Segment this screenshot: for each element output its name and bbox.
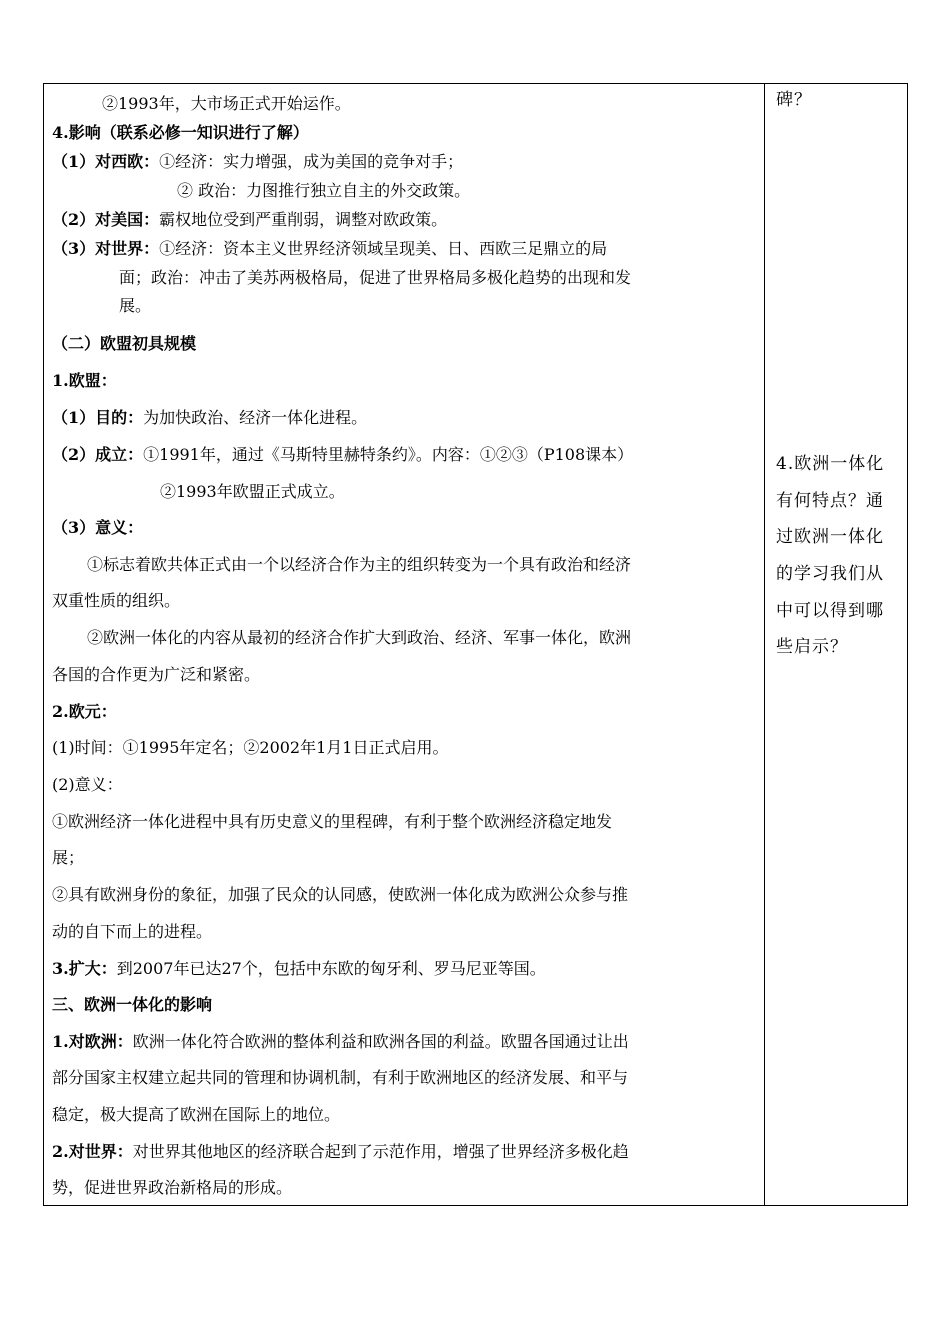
section-heading: 2.欧元：	[52, 702, 117, 721]
text-line: ①标志着欧共体正式由一个以经济合作为主的组织转变为一个具有政治和经济	[87, 555, 632, 574]
text-line: 展；	[52, 848, 85, 867]
side-text-line: 4.欧洲一体化	[776, 454, 885, 474]
text-line	[52, 407, 367, 429]
sub-heading: （3）意义：	[52, 518, 144, 537]
text-line: 展。	[119, 296, 152, 315]
text-line: ②1993年欧盟正式成立。	[160, 482, 345, 501]
side-text-line: 碑？	[776, 90, 812, 110]
text-line	[52, 209, 447, 231]
sub-heading: 3.扩大：	[52, 959, 117, 978]
text-line: ②欧洲一体化的内容从最初的经济合作扩大到政治、经济、军事一体化，欧洲	[87, 628, 632, 647]
sub-heading: （1）对西欧：	[52, 152, 160, 171]
text-span: 欧洲一体化符合欧洲的整体利益和欧洲各国的利益。欧盟各国通过让出	[132, 1032, 629, 1051]
text-span: ①经济：资本主义世界经济领域呈现美、日、西欧三足鼎立的局	[159, 239, 608, 258]
text-line: ②1993年，大市场正式开始运作。	[102, 94, 351, 113]
text-line: ② 政治：力图推行独立自主的外交政策。	[177, 181, 471, 200]
text-line: 部分国家主权建立起共同的管理和协调机制，有利于欧洲地区的经济发展、和平与	[52, 1068, 629, 1087]
sub-heading: （2）成立：	[52, 445, 144, 464]
sub-heading: 2.对世界：	[52, 1142, 133, 1161]
side-text-line: 过欧洲一体化	[776, 527, 884, 547]
text-line	[52, 238, 607, 260]
text-line: 稳定，极大提高了欧洲在国际上的地位。	[52, 1105, 341, 1124]
text-line	[52, 1031, 629, 1053]
text-line	[52, 958, 546, 980]
text-line: 面；政治：冲击了美苏两极格局，促进了世界格局多极化趋势的出现和发	[119, 268, 632, 287]
side-text-line: 中可以得到哪	[776, 601, 884, 621]
text-line: ①欧洲经济一体化进程中具有历史意义的里程碑，有利于整个欧洲经济稳定地发	[52, 812, 613, 831]
text-line: (1)时间：①1995年定名；②2002年1月1日正式启用。	[52, 738, 449, 757]
text-span: ①1991年，通过《马斯特里赫特条约》。内容：①②③（P108课本）	[143, 445, 634, 464]
column-divider	[764, 83, 765, 1206]
text-line: (2)意义：	[52, 775, 123, 794]
text-line: 双重性质的组织。	[52, 591, 181, 610]
text-line	[52, 1141, 629, 1163]
text-line: 势，促进世界政治新格局的形成。	[52, 1178, 293, 1197]
side-text-line: 有何特点？通	[776, 491, 884, 511]
sub-heading: （3）对世界：	[52, 239, 160, 258]
text-line: ②具有欧洲身份的象征，加强了民众的认同感，使欧洲一体化成为欧洲公众参与推	[52, 885, 629, 904]
text-line	[52, 444, 633, 466]
text-span: 到2007年已达27个，包括中东欧的匈牙利、罗马尼亚等国。	[116, 959, 546, 978]
text-line: 动的自下而上的进程。	[52, 922, 213, 941]
section-heading: 三、欧洲一体化的影响	[52, 995, 213, 1014]
sub-heading: （1）目的：	[52, 408, 144, 427]
sub-heading: 1.对欧洲：	[52, 1032, 133, 1051]
text-span: 为加快政治、经济一体化进程。	[143, 408, 368, 427]
section-heading: （二）欧盟初具规模	[52, 334, 197, 353]
side-text-line: 些启示？	[776, 637, 848, 657]
text-line	[52, 151, 463, 173]
text-span: 霸权地位受到严重削弱，调整对欧政策。	[159, 210, 448, 229]
sub-heading: （2）对美国：	[52, 210, 160, 229]
text-line: 各国的合作更为广泛和紧密。	[52, 665, 261, 684]
section-heading: 4.影响（联系必修一知识进行了解）	[52, 123, 309, 142]
side-text-line: 的学习我们从	[776, 564, 884, 584]
text-span: ①经济：实力增强，成为美国的竞争对手；	[159, 152, 464, 171]
section-heading: 1.欧盟：	[52, 371, 117, 390]
text-span: 对世界其他地区的经济联合起到了示范作用，增强了世界经济多极化趋	[132, 1142, 629, 1161]
